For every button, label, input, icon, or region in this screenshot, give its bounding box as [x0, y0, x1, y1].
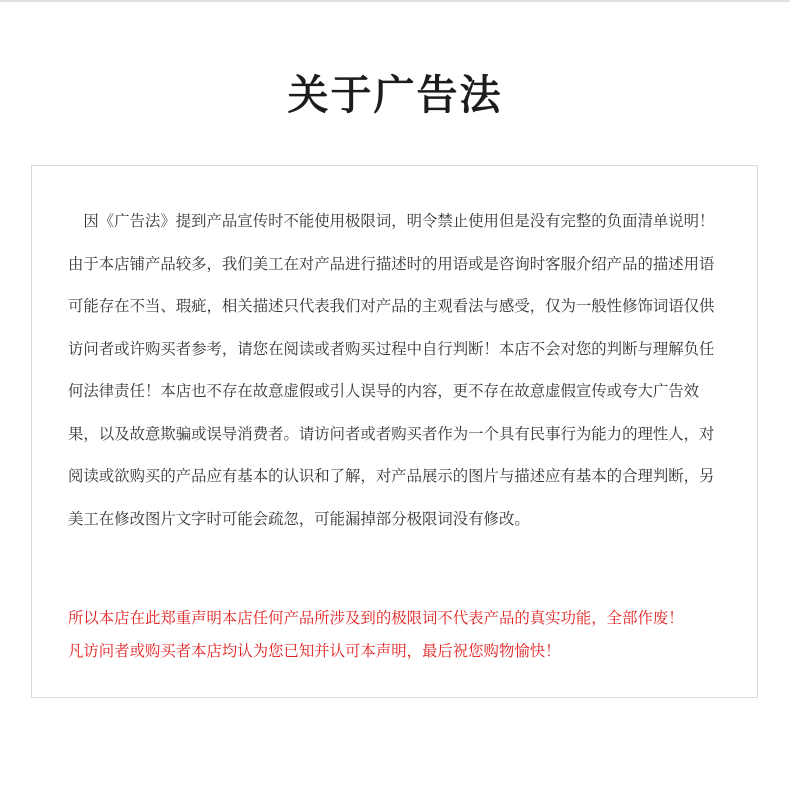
- disclaimer-line-1: 所以本店在此郑重声明本店任何产品所涉及到的极限词不代表产品的真实功能，全部作废！: [68, 609, 684, 627]
- disclaimer-line-2: 凡访问者或购买者本店均认为您已知并认可本声明，最后祝您购物愉快！: [68, 642, 561, 660]
- page-title: 关于广告法: [287, 71, 503, 119]
- notice-box: [31, 165, 758, 698]
- top-divider: [0, 0, 790, 2]
- notice-body-text: 因《广告法》提到产品宣传时不能使用极限词，明令禁止使用但是没有完整的负面清单说明！由于本店铺产品较多，我们美工在对产品进行描述时的用语或是咨询时客服介绍产品的描述用语可能存在不当、瑕疵，相关描述只代表我们对产品的主观看法与感受，仅为一般性修饰词语仅供访问者或许购买者参考，请您在阅读或者购买过程中自行判断！本店不会对您的判断与理解负任何法律责任！本店也不存在故意虚假或引人误导的内容，更不存在故意虚假宣传或夸大广告效果，以及故意欺骗或误导消费者。请访问者或者购买者作为一个具有民事行为能力的理性人，对阅读或欲购买的产品应有基本的认识和了解，对产品展示的图片与描述应有基本的合理判断，另美工在修改图片文字时可能会疏忽，可能漏掉部分极限词没有修改。: [68, 212, 715, 528]
